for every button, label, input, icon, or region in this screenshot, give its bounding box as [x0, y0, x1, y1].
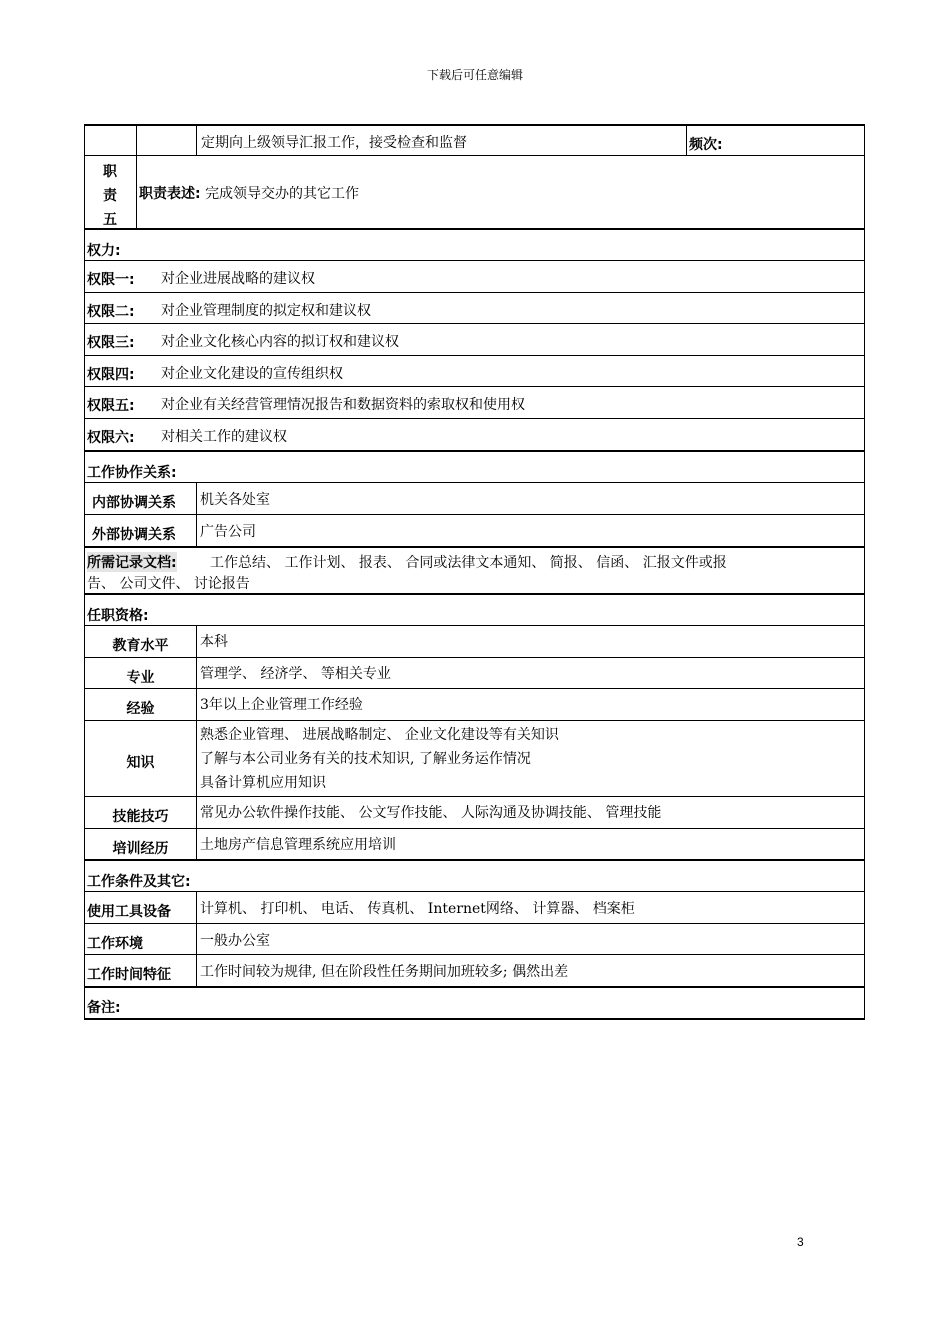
education-value: 本科 — [200, 634, 228, 650]
knowledge-label: 知识 — [126, 755, 155, 771]
training-value: 土地房产信息管理系统应用培训 — [200, 837, 396, 853]
duty-report-row — [84, 124, 865, 156]
knowledge-line: 具备计算机应用知识 — [200, 775, 326, 791]
page-number: 3 — [797, 1235, 804, 1249]
duty-five-char-2: 责 — [103, 188, 117, 204]
remarks-title: 备注: — [87, 1000, 121, 1016]
major-value: 管理学、 经济学、 等相关专业 — [200, 666, 391, 682]
power-item-text: 对企业文化核心内容的拟订权和建议权 — [161, 334, 399, 350]
power-item-text: 对相关工作的建议权 — [161, 429, 287, 445]
tools-label: 使用工具设备 — [87, 904, 171, 920]
power-item-label: 权限四: — [87, 367, 135, 383]
tools-label-cell — [85, 892, 197, 923]
qualification-section-title-row — [84, 595, 865, 626]
power-item-row — [84, 387, 865, 419]
duty-report-text: 定期向上级领导汇报工作，接受检查和监督 — [201, 135, 467, 151]
power-item-text: 对企业进展战略的建议权 — [161, 271, 315, 287]
duty-content-cell — [197, 126, 687, 155]
knowledge-row — [84, 721, 865, 797]
conditions-title: 工作条件及其它: — [87, 874, 191, 890]
power-item-row — [84, 293, 865, 324]
environment-label: 工作环境 — [87, 936, 143, 952]
internal-coordination-value: 机关各处室 — [200, 492, 270, 508]
power-item-label: 权限五: — [87, 398, 135, 414]
experience-value: 3年以上企业管理工作经验 — [200, 697, 363, 713]
records-label: 所需记录文档: — [87, 552, 177, 572]
internal-coordination-row — [84, 483, 865, 515]
power-item-label: 权限三: — [87, 335, 135, 351]
work-time-row — [84, 955, 865, 988]
training-label: 培训经历 — [112, 841, 169, 857]
experience-label: 经验 — [126, 701, 155, 717]
knowledge-line: 了解与本公司业务有关的技术知识, 了解业务运作情况 — [200, 751, 531, 767]
power-item-label: 权限一: — [87, 272, 135, 288]
duty-label-cell — [85, 126, 137, 155]
experience-row — [84, 689, 865, 721]
duty-index-cell — [137, 126, 197, 155]
duty-five-desc-label: 职责表述 — [139, 186, 195, 202]
conditions-section-title-row — [84, 861, 865, 892]
environment-row — [84, 924, 865, 955]
cooperation-title: 工作协作关系: — [87, 465, 177, 481]
frequency-cell — [687, 126, 864, 155]
external-coordination-label: 外部协调关系 — [92, 527, 176, 543]
external-coordination-value: 广告公司 — [200, 524, 256, 540]
internal-coordination-label: 内部协调关系 — [92, 495, 176, 511]
knowledge-label-cell — [85, 721, 197, 796]
training-row — [84, 829, 865, 861]
duty-five-desc-colon: : — [195, 186, 201, 202]
power-item-text: 对企业有关经营管理情况报告和数据资料的索取权和使用权 — [161, 397, 525, 413]
records-line-1: 工作总结、 工作计划、 报表、 合同或法律文本通知、 简报、 信函、 汇报文件或报 — [210, 555, 727, 571]
records-row — [84, 548, 865, 595]
power-item-text: 对企业管理制度的拟定权和建议权 — [161, 303, 371, 319]
internal-coordination-label-cell — [85, 483, 197, 514]
duty-five-desc-cell — [137, 156, 864, 228]
duty-five-row — [84, 156, 865, 230]
power-item-text: 对企业文化建设的宣传组织权 — [161, 366, 343, 382]
environment-value: 一般办公室 — [200, 933, 270, 949]
duty-five-char-1: 职 — [103, 164, 117, 180]
tools-value: 计算机、 打印机、 电话、 传真机、 Internet网络、 计算器、 档案柜 — [200, 901, 635, 917]
records-line-2: 告、 公司文件、 讨论报告 — [87, 576, 250, 592]
major-row — [84, 658, 865, 689]
power-item-row — [84, 419, 865, 452]
duty-five-label-cell — [85, 156, 137, 228]
education-label-cell — [85, 626, 197, 657]
power-item-label: 权限六: — [87, 430, 135, 446]
work-time-label: 工作时间特征 — [87, 967, 171, 983]
work-time-value: 工作时间较为规律, 但在阶段性任务期间加班较多; 偶然出差 — [200, 964, 569, 980]
experience-label-cell — [85, 689, 197, 720]
external-coordination-label-cell — [85, 515, 197, 546]
power-item-row — [84, 324, 865, 356]
external-coordination-row — [84, 515, 865, 548]
work-time-label-cell — [85, 955, 197, 986]
tools-row — [84, 892, 865, 924]
major-label-cell — [85, 658, 197, 688]
education-label: 教育水平 — [112, 638, 169, 654]
knowledge-line: 熟悉企业管理、 进展战略制定、 企业文化建设等有关知识 — [200, 727, 559, 743]
major-label: 专业 — [126, 670, 155, 686]
cooperation-section-title-row — [84, 452, 865, 483]
power-item-label: 权限二: — [87, 304, 135, 320]
power-item-row — [84, 261, 865, 293]
skills-label: 技能技巧 — [112, 809, 169, 825]
skills-row — [84, 797, 865, 829]
duty-five-desc-text: 完成领导交办的其它工作 — [205, 186, 360, 202]
header-note: 下载后可任意编辑 — [426, 68, 523, 82]
skills-label-cell — [85, 797, 197, 828]
duty-five-char-3: 五 — [103, 212, 117, 228]
training-label-cell — [85, 829, 197, 859]
remarks-row — [84, 988, 865, 1020]
power-title: 权力: — [87, 243, 121, 259]
job-description-table — [84, 124, 865, 1020]
environment-label-cell — [85, 924, 197, 954]
qualification-title: 任职资格: — [87, 608, 149, 624]
power-section-title-row — [84, 230, 865, 261]
skills-value: 常见办公软件操作技能、 公文写作技能、 人际沟通及协调技能、 管理技能 — [200, 805, 662, 821]
power-item-row — [84, 356, 865, 387]
education-row — [84, 626, 865, 658]
frequency-label: 频次: — [689, 137, 723, 153]
